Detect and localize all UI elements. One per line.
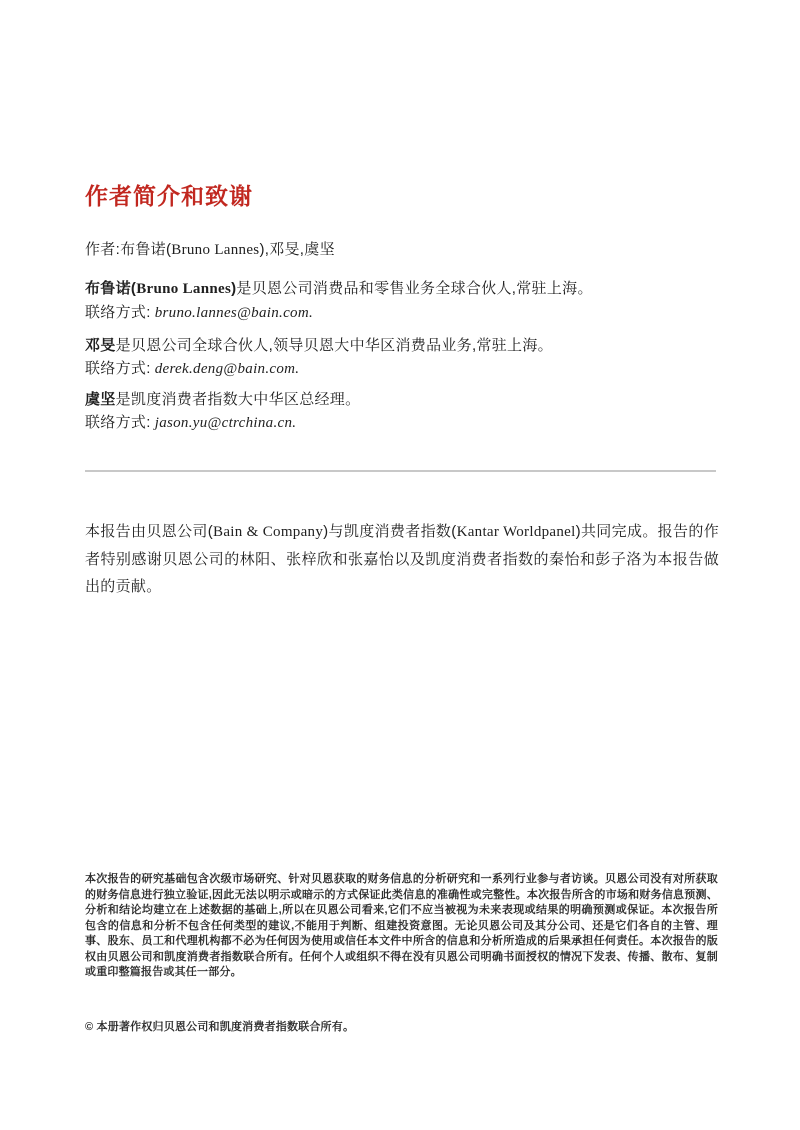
author-bio-bruno-lannes	[85, 277, 730, 325]
text-segment: 是贝恩公司全球合伙人,领导贝恩大中华区消费品业务,常驻上海。	[115, 337, 553, 354]
copyright-line: © 本册著作权归贝恩公司和凯度消费者指数联合所有。	[85, 1021, 355, 1033]
text-segment: 布鲁诺(	[85, 280, 137, 297]
text-segment: 本报告由贝恩公司(	[85, 523, 214, 540]
author-bio-jason-yu	[85, 388, 730, 435]
text-segment: Kantar Worldpanel	[456, 524, 576, 540]
text-segment: 联络方式:	[85, 360, 151, 377]
text-segment: )	[231, 280, 237, 297]
text-segment: )与凯度消费者指数(	[323, 523, 457, 540]
text-segment: ),邓旻,虞坚	[259, 241, 335, 258]
text-segment: 是贝恩公司消费品和零售业务全球合伙人,常驻上海。	[236, 280, 593, 297]
bio-contact-line	[85, 301, 730, 325]
text-segment: Bruno Lannes	[136, 281, 232, 297]
text-segment: Bruno Lannes	[171, 242, 260, 258]
bio-contact-line	[85, 357, 730, 381]
text-segment: 联络方式:	[85, 304, 151, 321]
page-title: 作者简介和致谢	[85, 183, 253, 209]
text-segment: 虞坚	[85, 391, 116, 408]
horizontal-divider	[85, 470, 716, 472]
text-segment: 作者:布鲁诺(	[85, 241, 172, 258]
bio-description-line	[85, 277, 730, 301]
legal-disclaimer-paragraph: 本次报告的研究基础包含次级市场研究、针对贝恩获取的财务信息的分析研究和一系列行业参与者访谈。贝恩公司没有对所获取的财务信息进行独立验证,因此无法以明示或暗示的方式保证此类信息的准确性或完整性。本次报告所含的市场和财务信息预测、分析和结论均建立在上述数据的基础上,所以在贝恩公司看来,它们不应当被视为未来表现或结果的明确预测或保证。本次报告所包含的信息和分析不包含任何类型的建议,不能用于判断、组建投资意图。无论贝恩公司及其分公司、还是它们各自的主管、理事、股东、员工和代理机构都不必为任何因为使用或信任本文件中所含的信息和分析所造成的后果承担任何责任。本次报告的版权由贝恩公司和凯度消费者指数联合所有。任何个人或组织不得在没有贝恩公司明确书面授权的情况下发表、传播、散布、复制或重印整篇报告或其任一部分。	[85, 873, 718, 978]
text-segment: 邓旻	[85, 337, 116, 354]
text-segment: )共同完成。报告的作者特别感谢贝恩公司的林阳、张梓欣和张嘉怡以及凯度消费者指数的秦怡和彭子洛为本报告做出的贡献。	[85, 523, 719, 595]
bio-description-line	[85, 388, 730, 411]
text-segment: 是凯度消费者指数大中华区总经理。	[115, 391, 361, 408]
text-segment: 联络方式:	[85, 414, 151, 431]
text-segment: derek.deng@bain.com.	[150, 361, 300, 377]
text-segment: jason.yu@ctrchina.cn.	[150, 415, 297, 431]
bio-description-line	[85, 334, 730, 357]
text-segment: bruno.lannes@bain.com.	[150, 305, 314, 321]
acknowledgment-paragraph	[85, 518, 719, 600]
bio-contact-line	[85, 411, 730, 435]
authors-line	[85, 238, 335, 259]
text-segment: Bain & Company	[213, 524, 324, 540]
author-bio-derek-deng	[85, 334, 730, 381]
